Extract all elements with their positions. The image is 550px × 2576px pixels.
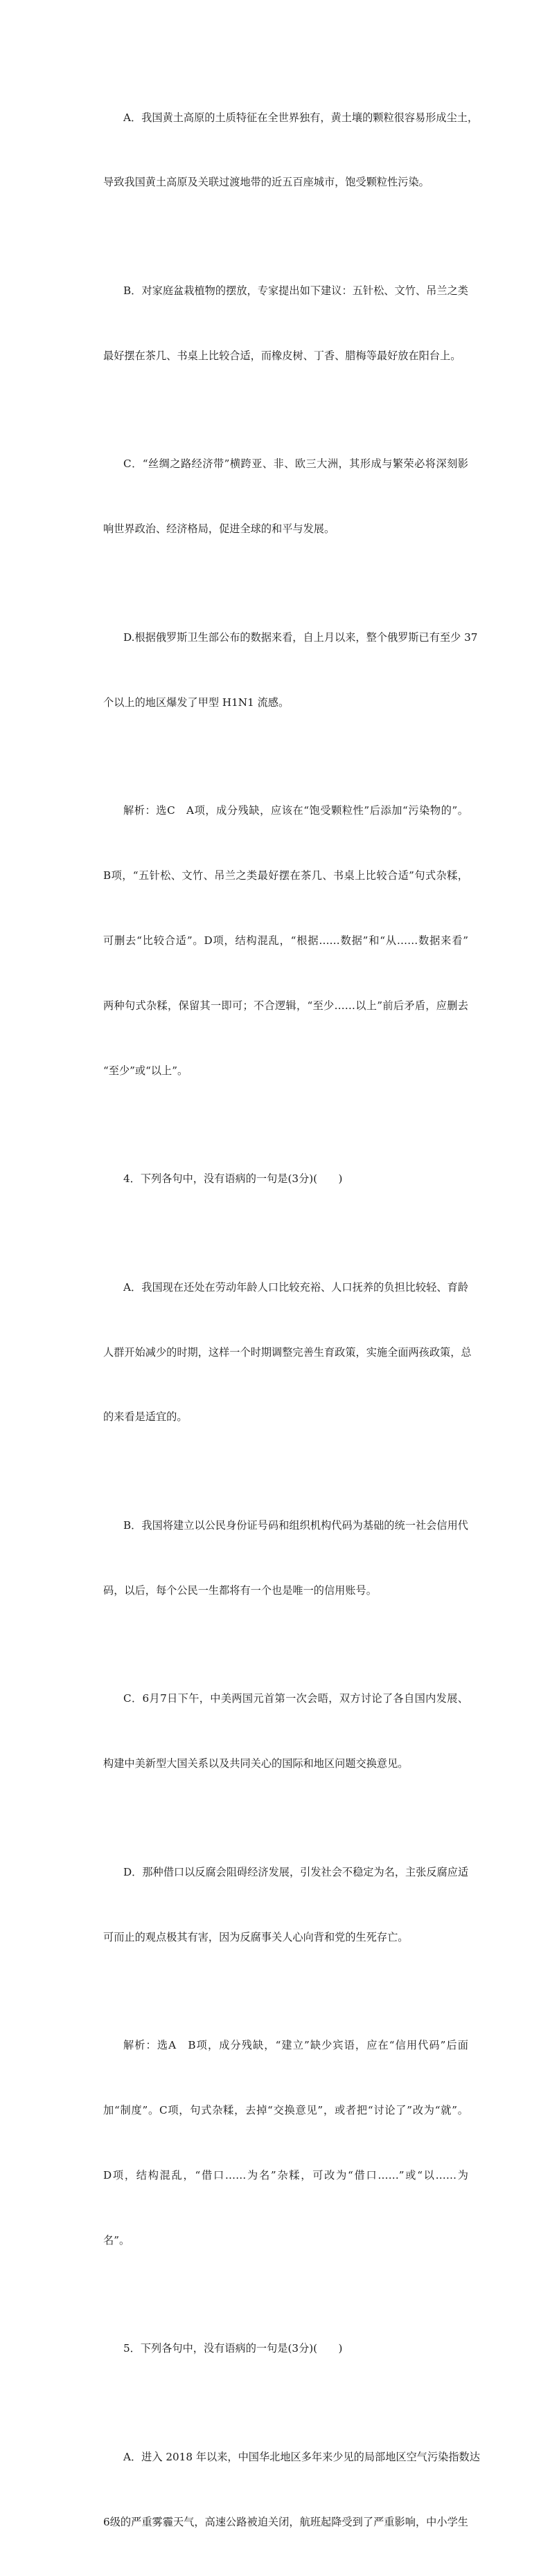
text-line: B项，“五针松、文竹、吊兰之类最好摆在茶几、书桌上比较合适”句式杂糅， xyxy=(103,869,468,882)
text-line: 可而止的观点极其有害，因为反腐事关人心向背和党的生死存亡。 xyxy=(103,1930,409,1943)
text-line: A．我国现在还处在劳动年龄人口比较充裕、人口抚养的负担比较轻、育龄 xyxy=(123,1280,468,1294)
text-line: C．“丝绸之路经济带”横跨亚、非、欧三大洲，其形成与繁荣必将深刻影 xyxy=(123,457,468,471)
question-stem: 4．下列各句中，没有语病的一句是(3分)( ) xyxy=(123,1172,343,1186)
text-line: 构建中美新型大国关系以及共同关心的国际和地区问题交换意见。 xyxy=(103,1757,409,1770)
text-line: 加“制度”。C项，句式杂糅，去掉“交换意见”，或者把“讨论了”改为“就”。 xyxy=(103,2103,468,2116)
text-line: D．那种借口以反腐会阻碍经济发展，引发社会不稳定为名，主张反腐应适 xyxy=(123,1865,469,1878)
text-line: D.根据俄罗斯卫生部公布的数据来看，自上月以来，整个俄罗斯已有至少 37 xyxy=(123,631,478,644)
q4-option-c xyxy=(83,1645,468,1818)
text-line: D项，结构混乱，“借口……为名”杂糅，可改为“借口……”或“以……为 xyxy=(103,2168,468,2182)
q4-option-b xyxy=(83,1471,468,1644)
text-line: 最好摆在茶几、书桌上比较合适，而橡皮树、丁香、腊梅等最好放在阳台上。 xyxy=(103,349,461,362)
q3-option-d xyxy=(83,583,478,756)
text-line: B．我国将建立以公民身份证号码和组织机构代码为基础的统一社会信用代 xyxy=(123,1518,468,1532)
text-line: 的来看是适宜的。 xyxy=(103,1411,188,1424)
q3-analysis xyxy=(83,757,468,1125)
text-line: 6级的严重雾霾天气，高速公路被迫关闭，航班起降受到了严重影响，中小学生 xyxy=(103,2515,468,2528)
text-line: “至少”或“以上”。 xyxy=(103,1064,188,1077)
text-line: 响世界政治、经济格局，促进全球的和平与发展。 xyxy=(103,523,335,536)
text-line: 导致我国黄土高原及关联过渡地带的近五百座城市，饱受颗粒性污染。 xyxy=(103,176,429,189)
q4-analysis xyxy=(83,1991,468,2294)
q3-option-b xyxy=(83,237,468,410)
text-line: 码，以后，每个公民一生都将有一个也是唯一的信用账号。 xyxy=(103,1584,377,1597)
q3-option-a xyxy=(83,64,479,237)
text-line: 两种句式杂糅，保留其一即可；不合逻辑，“至少……以上”前后矛盾，应删去 xyxy=(103,999,468,1012)
q4-option-a xyxy=(83,1233,472,1471)
q4-stem xyxy=(83,1125,468,1233)
question-stem: 5．下列各句中，没有语病的一句是(3分)( ) xyxy=(123,2342,343,2355)
text-line: A．我国黄土高原的土质特征在全世界独有，黄土壤的颗粒很容易形成尘土， xyxy=(123,111,479,124)
text-line: 解析：选C A项，成分残缺，应该在“饱受颗粒性”后添加“污染物的”。 xyxy=(123,804,468,817)
text-line: 名”。 xyxy=(103,2233,130,2247)
text-line: A．进入 2018 年以来，中国华北地区多年来少见的局部地区空气污染指数达 xyxy=(123,2450,480,2463)
q3-option-c xyxy=(83,410,468,583)
document-page xyxy=(83,64,480,2576)
q4-option-d xyxy=(83,1818,468,1991)
q5-stem xyxy=(83,2295,468,2403)
text-line: 个以上的地区爆发了甲型 H1N1 流感。 xyxy=(103,696,290,709)
text-line: C．6月7日下午，中美两国元首第一次会晤，双方讨论了各自国内发展、 xyxy=(123,1692,468,1705)
text-line: B．对家庭盆栽植物的摆放，专家提出如下建议：五针松、文竹、吊兰之类 xyxy=(123,284,468,297)
q5-option-a xyxy=(83,2403,480,2576)
text-line: 解析：选A B项，成分残缺，“建立”缺少宾语，应在“信用代码”后面 xyxy=(123,2039,468,2052)
text-line: 人群开始减少的时期，这样一个时期调整完善生育政策，实施全面两孩政策，总 xyxy=(103,1345,472,1359)
text-line: 可删去“比较合适”。D项，结构混乱，“根据……数据”和“从……数据来看” xyxy=(103,934,468,947)
